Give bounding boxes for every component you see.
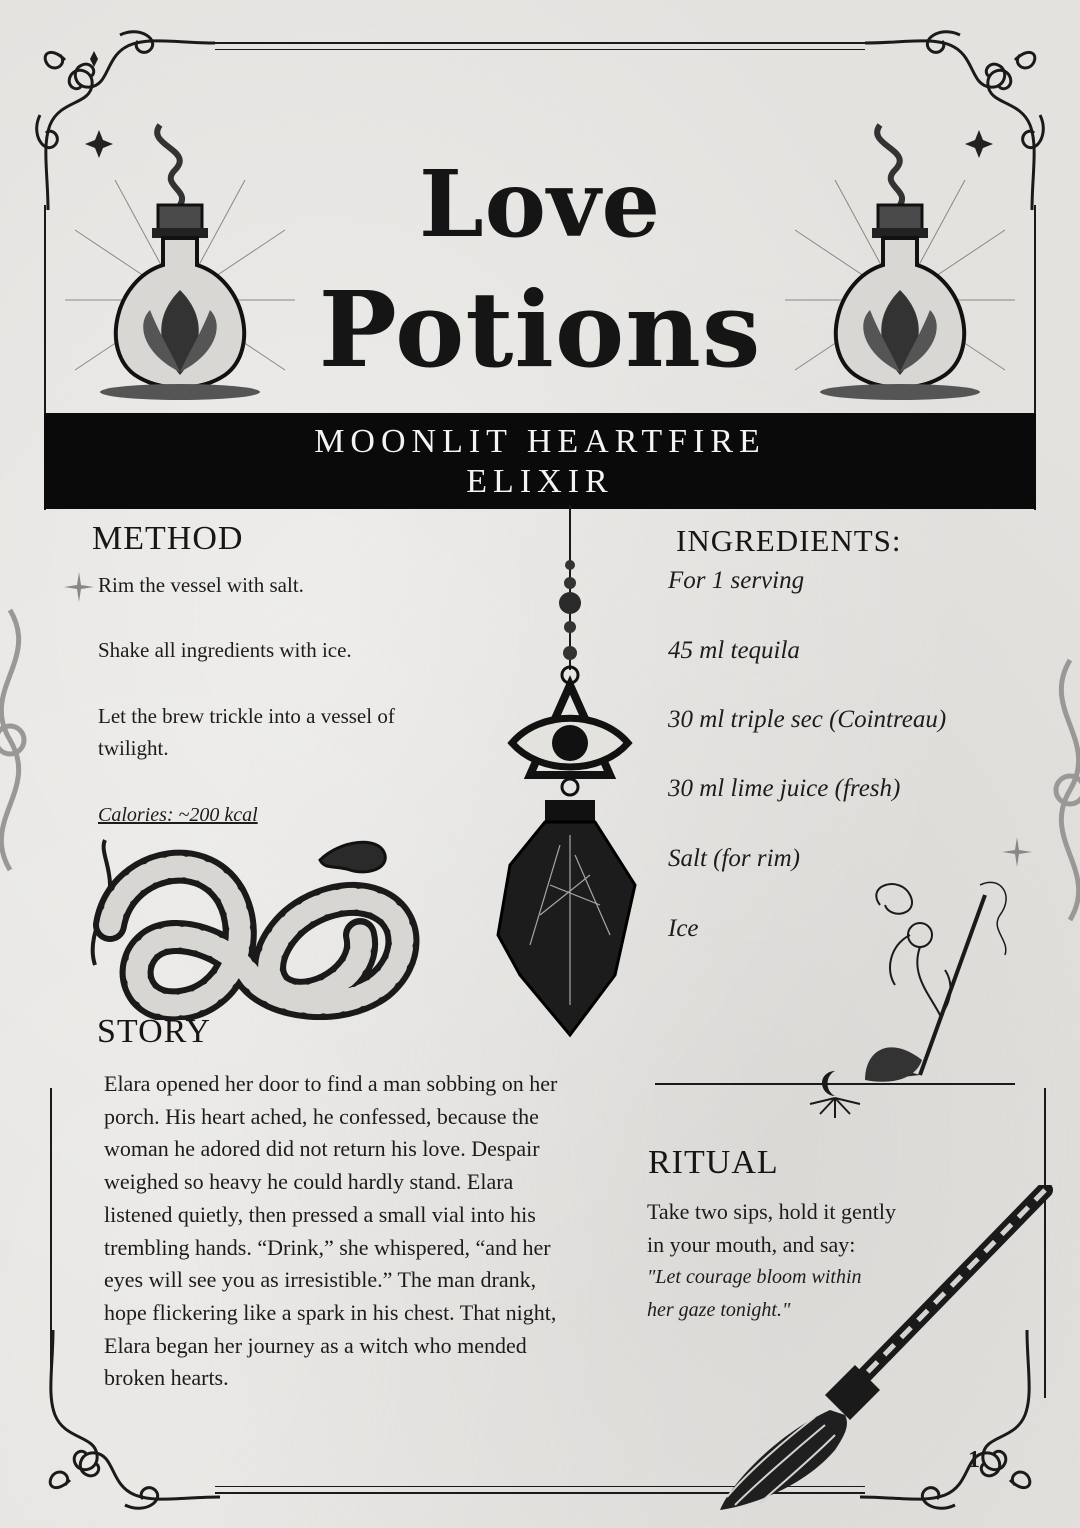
ingredient-serving: For 1 serving bbox=[668, 567, 805, 594]
moon-divider-icon bbox=[800, 1066, 870, 1121]
page-number: 1 bbox=[968, 1447, 980, 1473]
ritual-quote-2: her gaze tonight." bbox=[647, 1299, 791, 1321]
ritual-heading: RITUAL bbox=[648, 1144, 779, 1181]
snake-icon bbox=[80, 825, 430, 1020]
calories-note: Calories: ~200 kcal bbox=[98, 804, 258, 826]
method-step-3: Let the brew trickle into a vessel of bbox=[98, 704, 395, 728]
recipe-name-line2: ELIXIR bbox=[466, 463, 614, 500]
witch-on-broom-icon bbox=[860, 875, 1020, 1085]
recipe-name-line1: MOONLIT HEARTFIRE bbox=[314, 423, 766, 460]
method-step-2: Shake all ingredients with ice. bbox=[98, 638, 352, 662]
ingredient-item: Salt (for rim) bbox=[668, 845, 800, 872]
ingredient-item: 30 ml lime juice (fresh) bbox=[668, 775, 901, 802]
broom-icon bbox=[715, 1185, 1060, 1515]
sparkle-icon bbox=[1000, 835, 1034, 869]
ingredient-item: Ice bbox=[668, 915, 699, 942]
side-ornament-icon bbox=[1030, 650, 1080, 930]
ritual-instruction-2: in your mouth, and say: bbox=[647, 1232, 856, 1257]
method-step-3-cont: twilight. bbox=[98, 736, 169, 760]
ritual-instruction-1: Take two sips, hold it gently bbox=[647, 1199, 896, 1224]
title-love: Love bbox=[418, 150, 662, 258]
ingredient-item: 45 ml tequila bbox=[668, 637, 800, 664]
sparkle-icon bbox=[62, 570, 96, 604]
method-heading: METHOD bbox=[92, 520, 244, 557]
ingredients-heading: INGREDIENTS: bbox=[676, 523, 902, 558]
ritual-quote-1: "Let courage bloom within bbox=[647, 1266, 862, 1288]
recipe-name-banner bbox=[44, 413, 1036, 509]
side-ornament-icon bbox=[0, 600, 50, 880]
pendulum-icon bbox=[490, 505, 650, 1040]
story-heading: STORY bbox=[97, 1013, 211, 1050]
story-text: Elara opened her door to find a man sobbing on her porch. His heart ached, he confessed, because the woman he adored did not return his love. Despair weighed so heavy he could hardly stand. Elara listened quietly, then pressed a small vial into his trembling hands. “Drink,” she whispered, “and her eyes will see you as irresistible.” The man drank, hope flickering like a spark in his chest. That night, Elara began her journey as a witch who mended broken hearts. bbox=[104, 1071, 558, 1391]
method-step-1: Rim the vessel with salt. bbox=[98, 573, 304, 597]
ingredient-item: 30 ml triple sec (Cointreau) bbox=[668, 706, 947, 733]
title-potions: Potions bbox=[318, 268, 762, 391]
